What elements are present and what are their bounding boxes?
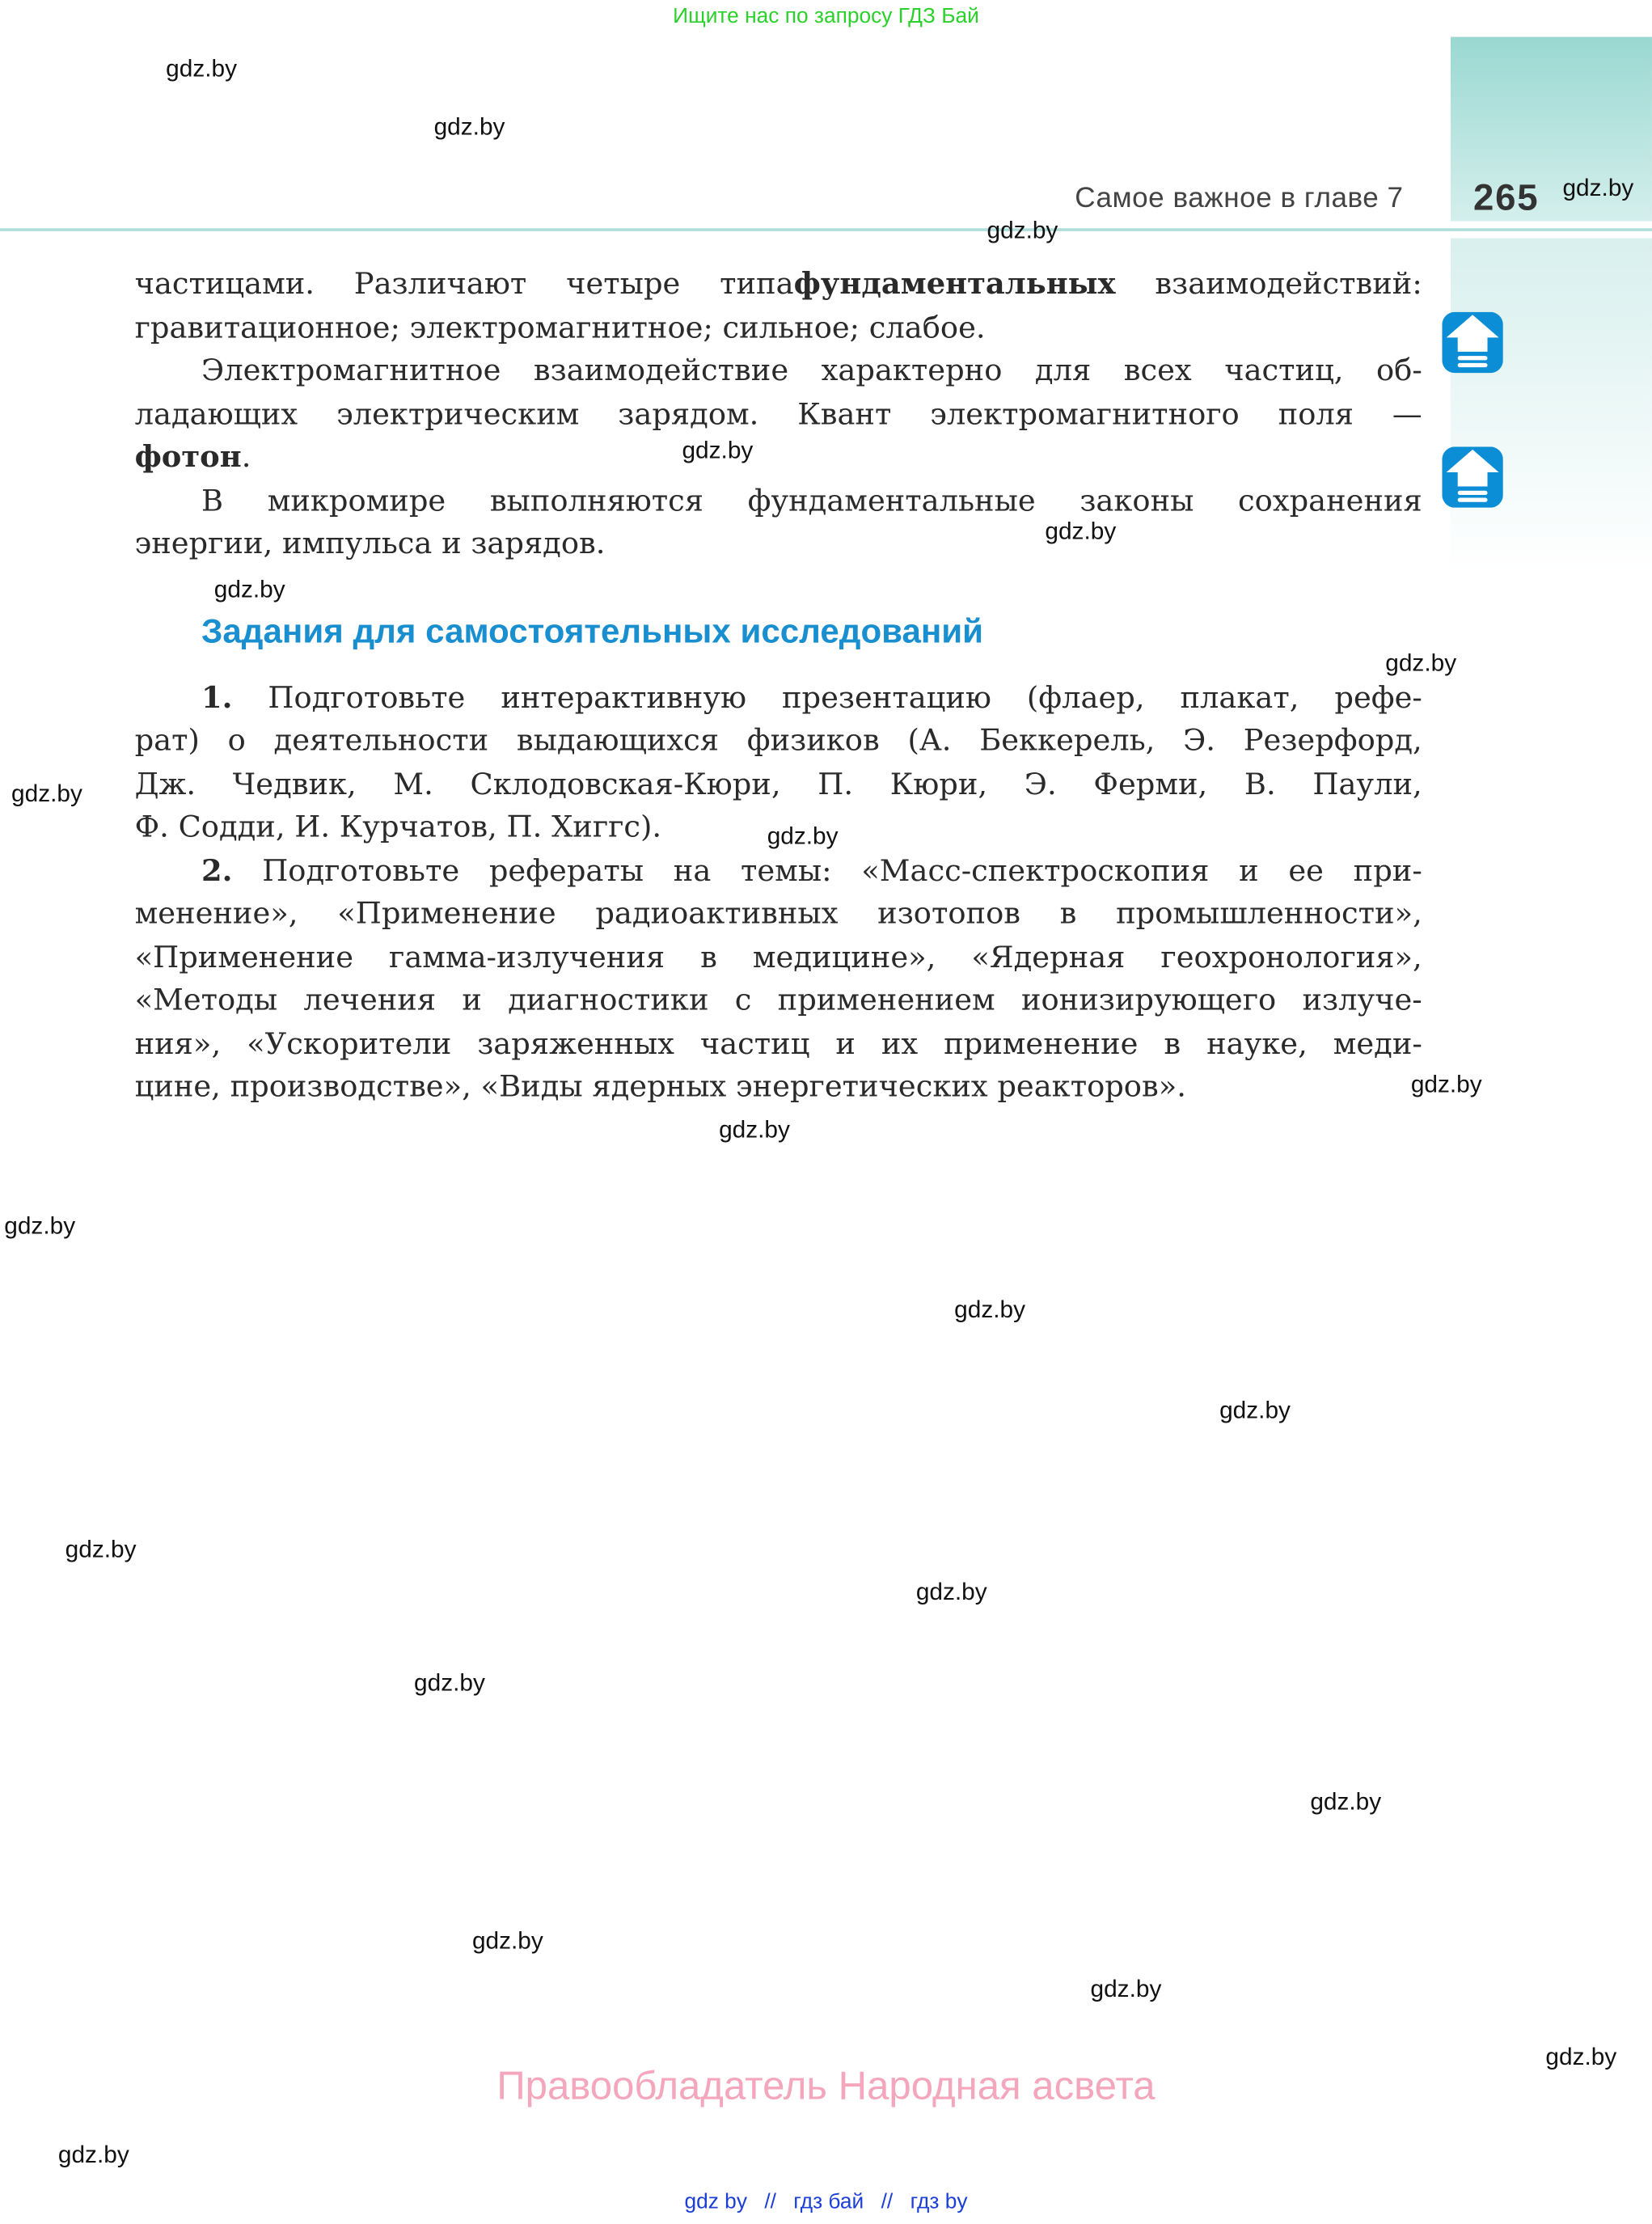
text-word: применением — [777, 983, 995, 1017]
text-word: «Применение — [134, 940, 354, 975]
watermark: gdz.by — [1385, 649, 1457, 677]
text-word: «Методы — [134, 983, 278, 1017]
text-word: импульса — [281, 526, 442, 560]
text-word: взаимодействий: — [1155, 266, 1422, 301]
text-word: заряженных — [477, 1026, 674, 1061]
text-line — [135, 435, 1422, 478]
watermark: gdz.by — [4, 1212, 76, 1240]
text-word: электрическим — [336, 397, 580, 432]
text-word: Хиггс). — [551, 810, 662, 844]
text-line — [201, 480, 1422, 522]
text-word: меди- — [1333, 1026, 1422, 1061]
text-word: плакат, — [1180, 680, 1299, 715]
text-word: рат) — [134, 723, 200, 758]
text-line — [135, 262, 1422, 305]
watermark: gdz.by — [1562, 174, 1634, 202]
watermark: gdz.by — [915, 1578, 987, 1606]
text-word: частиц, — [1224, 353, 1344, 387]
text-word: выполняются — [489, 483, 704, 518]
text-word: Содди, — [178, 810, 295, 844]
text-word: Квант — [797, 397, 892, 432]
text-word: и — [1239, 853, 1259, 888]
text-word: и — [442, 526, 471, 560]
text-line — [135, 979, 1422, 1021]
text-word: Чедвик, — [232, 767, 357, 801]
text-word: Различают — [353, 266, 527, 301]
text-word: энергетических — [736, 1069, 998, 1104]
text-word: . — [241, 439, 251, 474]
text-word: радиоактивных — [595, 896, 839, 931]
footer-links — [0, 2190, 1652, 2214]
text-word: презентацию — [782, 680, 991, 715]
text-word: Дж. — [134, 767, 196, 801]
text-word: гамма-излучения — [389, 940, 665, 975]
text-word: частиц — [699, 1026, 810, 1061]
text-word: реакторов». — [997, 1069, 1186, 1104]
footer-link[interactable]: гдз бай — [793, 2189, 864, 2214]
chapter-title: Самое важное в главе 7 — [1075, 183, 1404, 214]
text-line — [135, 892, 1422, 935]
text-word: об- — [1376, 353, 1422, 387]
text-word: взаимодействие — [533, 353, 789, 387]
text-word: четыре — [566, 266, 681, 301]
text-word: в — [1164, 1026, 1181, 1061]
search-banner: Ищите нас по запросу ГДЗ Бай — [673, 4, 979, 29]
text-word: их — [881, 1026, 919, 1061]
text-word: сильное; — [722, 311, 869, 345]
watermark: gdz.by — [57, 2141, 129, 2169]
text-line — [201, 349, 1422, 391]
text-word: медицине», — [752, 940, 936, 975]
text-word: сохранения — [1238, 483, 1422, 518]
text-word: и — [462, 983, 482, 1017]
text-word: фундаментальные — [747, 483, 1036, 518]
text-line — [135, 522, 1422, 564]
text-word: гравитационное; — [134, 311, 410, 345]
text-word: на — [673, 853, 712, 888]
page-number: 265 — [1472, 175, 1540, 219]
watermark: gdz.by — [987, 217, 1058, 244]
text-word: — — [1392, 397, 1422, 432]
footer-link[interactable]: гдз by — [910, 2189, 968, 2214]
text-word: деятельности — [273, 723, 489, 758]
text-word: интерактивную — [501, 680, 747, 715]
text-word: о — [227, 723, 246, 758]
text-word: ния», — [134, 1026, 222, 1061]
footer-link[interactable]: gdz by — [684, 2189, 747, 2214]
text-word: ее — [1288, 853, 1324, 888]
text-word: «Виды — [480, 1069, 593, 1104]
watermark: gdz.by — [1410, 1070, 1482, 1098]
watermark: gdz.by — [1310, 1788, 1382, 1816]
text-word: Подготовьте — [268, 680, 466, 715]
text-word: П. — [506, 810, 552, 844]
text-word: рефе- — [1334, 680, 1422, 715]
text-word: В — [201, 483, 224, 518]
text-word: характерно — [821, 353, 1003, 387]
arrow-up-icon — [1442, 446, 1502, 507]
text-word: Подготовьте — [262, 853, 460, 888]
text-word: зарядом. — [618, 397, 759, 432]
text-word: для — [1034, 353, 1092, 387]
text-word: изотопов — [877, 896, 1020, 931]
text-word: (А. — [907, 723, 952, 758]
text-word: законы — [1080, 483, 1194, 518]
watermark: gdz.by — [433, 113, 505, 141]
text-word: И. — [294, 810, 340, 844]
text-word: геохронология», — [1160, 940, 1422, 975]
text-word: Кюри, — [889, 767, 988, 801]
text-word: электромагнитное; — [409, 311, 723, 345]
text-word: диагностики — [508, 983, 709, 1017]
text-word: «Ядерная — [971, 940, 1126, 975]
watermark: gdz.by — [65, 1536, 137, 1563]
watermark: gdz.by — [1545, 2043, 1617, 2071]
text-word: промышленности», — [1116, 896, 1422, 931]
text-word: науке, — [1206, 1026, 1308, 1061]
text-line — [201, 676, 1422, 719]
bold-term: фотон — [134, 438, 242, 474]
text-word: микромире — [267, 483, 446, 518]
text-word: рефераты — [488, 853, 644, 888]
text-word: Электромагнитное — [201, 353, 501, 387]
watermark: gdz.by — [767, 822, 839, 850]
text-line — [135, 763, 1422, 805]
arrow-up-icon — [1442, 312, 1502, 373]
watermark: gdz.by — [166, 55, 238, 82]
text-word: цине, — [134, 1069, 230, 1104]
bold-term: 2. — [201, 852, 233, 888]
text-word: Склодовская-Кюри, — [470, 767, 781, 801]
text-word: частицами. — [134, 266, 315, 301]
watermark: gdz.by — [1090, 1975, 1162, 2003]
text-word: Э. — [1024, 767, 1057, 801]
watermark: gdz.by — [954, 1296, 1026, 1324]
text-word: Паули, — [1312, 767, 1422, 801]
text-word: менение», — [134, 896, 298, 931]
text-word: Курчатов, — [339, 810, 507, 844]
text-word: (флаер, — [1026, 680, 1145, 715]
margin-gradient — [1451, 239, 1652, 572]
text-word: излуче- — [1302, 983, 1422, 1017]
section-heading: Задания для самостоятельных исследований — [201, 612, 984, 651]
text-word: зарядов. — [471, 526, 606, 560]
header-divider — [0, 228, 1652, 231]
text-word: темы: — [741, 853, 832, 888]
watermark: gdz.by — [1045, 518, 1117, 545]
text-word: в — [1059, 896, 1077, 931]
text-word: электромагнитного — [930, 397, 1240, 432]
watermark: gdz.by — [213, 575, 285, 603]
bold-term: фундаментальных — [793, 264, 1116, 301]
watermark: gdz.by — [414, 1668, 485, 1697]
watermark: gdz.by — [719, 1116, 790, 1144]
text-word: слабое. — [868, 311, 986, 345]
text-word: Ф. — [134, 810, 179, 844]
text-line — [135, 1022, 1422, 1065]
text-word: ядерных — [592, 1069, 737, 1104]
text-word: всех — [1123, 353, 1192, 387]
text-word: Беккерель, — [979, 723, 1156, 758]
text-word: применение — [944, 1026, 1139, 1061]
text-word: производстве», — [230, 1069, 481, 1104]
text-word: Резерфорд, — [1243, 723, 1422, 758]
text-word: ионизирующего — [1020, 983, 1277, 1017]
text-line — [135, 1065, 1422, 1108]
text-line — [135, 719, 1422, 762]
text-word: Ферми, — [1093, 767, 1208, 801]
text-word: ладающих — [134, 397, 298, 432]
text-word: физиков — [746, 723, 880, 758]
text-line — [135, 936, 1422, 979]
text-line — [201, 849, 1422, 892]
text-word: выдающихся — [516, 723, 720, 758]
text-word: лечения — [303, 983, 437, 1017]
watermark: gdz.by — [471, 1927, 543, 1955]
text-word: с — [734, 983, 752, 1017]
bold-term: 1. — [201, 679, 233, 715]
watermark: gdz.by — [11, 780, 82, 807]
text-word: «Масс-спектроскопия — [861, 853, 1210, 888]
text-line — [135, 393, 1422, 436]
text-word: В. — [1244, 767, 1276, 801]
text-word: и — [835, 1026, 856, 1061]
text-word: «Применение — [337, 896, 556, 931]
text-word: Э. — [1183, 723, 1216, 758]
text-word: поля — [1278, 397, 1354, 432]
rights-holder-notice: Правообладатель Народная асвета — [496, 2063, 1156, 2108]
text-word: П. — [818, 767, 854, 801]
text-word: энергии, — [134, 526, 282, 560]
footer-separator: // — [764, 2189, 776, 2214]
watermark: gdz.by — [1219, 1397, 1291, 1424]
text-line — [135, 307, 1422, 349]
text-word: «Ускорители — [247, 1026, 452, 1061]
text-word: в — [700, 940, 717, 975]
text-word: при- — [1353, 853, 1422, 888]
text-word: типафундаментальных — [720, 264, 1116, 301]
text-word: М. — [393, 767, 433, 801]
footer-separator: // — [881, 2189, 894, 2214]
watermark: gdz.by — [682, 437, 754, 464]
